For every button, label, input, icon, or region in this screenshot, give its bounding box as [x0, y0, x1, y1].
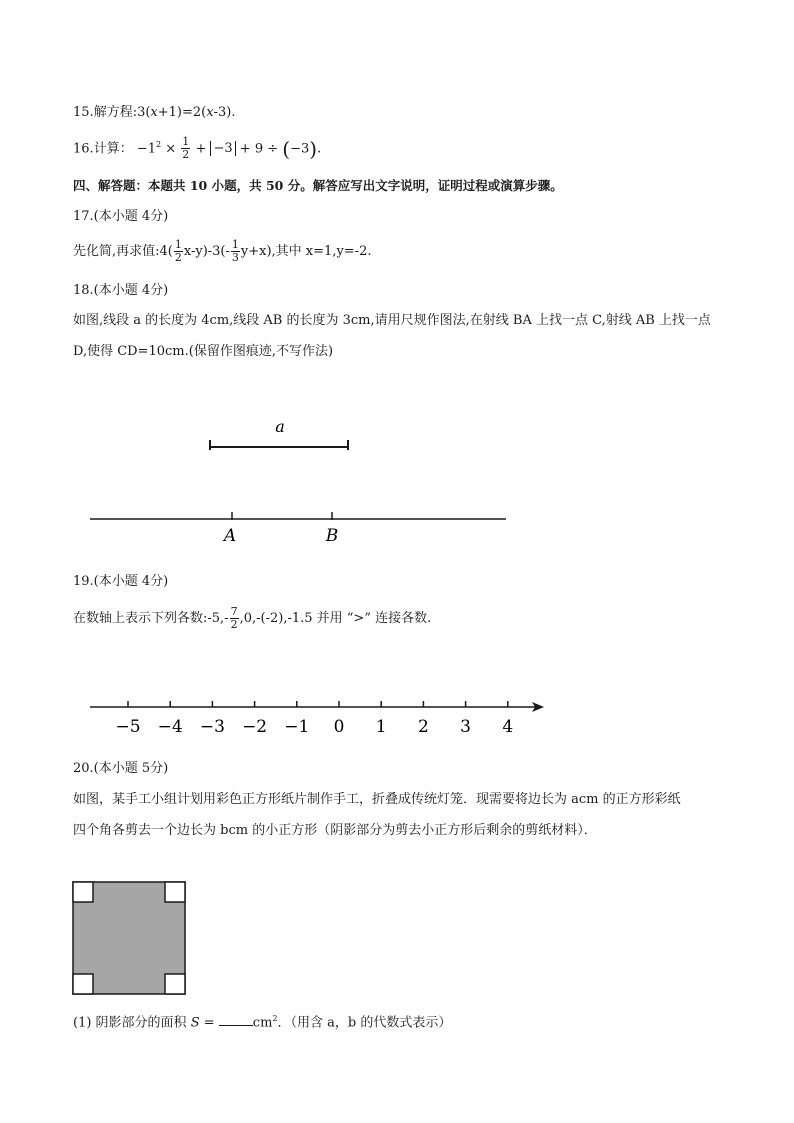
- point-b-label: B: [325, 526, 339, 546]
- number-line-tick-label: −2: [242, 717, 268, 737]
- q19-header: 19.(本小题 4分): [73, 574, 169, 589]
- q19-body: 在数轴上表示下列各数:-5,- $\frac{7}{2}$ ,0,-(-2),-1.5 并用 “>” 连接各数.: [73, 605, 432, 631]
- number-line-tick-label: −3: [199, 717, 225, 737]
- q17-body: 先化简,再求值:4( $\frac{1}{2}$ x-y)-3(- $\frac{1}{3}$ y+x),其中 x=1,y=-2.: [73, 238, 372, 264]
- number-line-tick-label: 4: [502, 717, 514, 737]
- answer-blank[interactable]: [219, 1013, 253, 1026]
- q20-line-2: 四个角各剪去一个边长为 bcm 的小正方形（阴影部分为剪去小正方形后剩余的剪纸材料）．: [73, 823, 597, 838]
- number-line-tick-label: 0: [333, 717, 345, 737]
- corner-cut-bottom-left: [73, 974, 93, 994]
- point-a-label: A: [223, 526, 237, 546]
- q17-fraction-1: $\frac{1}{2}$: [174, 238, 182, 264]
- q18-header: 18.(本小题 4分): [73, 283, 169, 298]
- corner-cut-top-left: [73, 882, 93, 902]
- q16-fraction: $\frac{1}{2}$: [182, 135, 190, 162]
- q20-sub1: (1) 阴影部分的面积 $S = cm^2$．（用含 a，b 的代数式表示）: [73, 1014, 452, 1031]
- q19-fraction: $\frac{7}{2}$: [230, 605, 238, 631]
- number-line-tick-label: −1: [284, 717, 310, 737]
- q18-line-1: 如图,线段 a 的长度为 4cm,线段 AB 的长度为 3cm,请用尺规作图法,在射线 BA 上找一点 C,射线 AB 上找一点: [73, 313, 711, 328]
- q18-line-2: D,使得 CD=10cm.(保留作图痕迹,不写作法): [73, 344, 334, 359]
- q20-square-figure: [72, 881, 188, 997]
- number-line-tick-label: −5: [115, 717, 141, 737]
- section-4-heading: 四、解答题：本题共 10 小题，共 50 分。解答应写出文字说明，证明过程或演算步骤。: [73, 178, 563, 193]
- segment-a-label: a: [275, 417, 285, 436]
- number-line-tick-label: 3: [460, 717, 472, 737]
- corner-cut-top-right: [165, 882, 185, 902]
- q16-absolute-value: −3: [210, 141, 235, 156]
- number-line-tick-label: 1: [375, 717, 387, 737]
- number-line-tick-label: 2: [417, 717, 429, 737]
- q18-figure: [80, 410, 520, 550]
- q20-line-1: 如图，某手工小组计划用彩色正方形纸片制作手工，折叠成传统灯笼．现需要将边长为 acm 的正方形彩纸: [73, 792, 681, 807]
- q17-fraction-2: $\frac{1}{3}$: [231, 238, 239, 264]
- corner-cut-bottom-right: [165, 974, 185, 994]
- q15-line: 15.解方程:3(x+1)=2(x-3).: [73, 105, 236, 120]
- q16-line: 16.计算： $-1^2$ × $\frac{1}{2}$ + −3 + 9 ÷ (−3).: [73, 135, 322, 162]
- q17-header: 17.(本小题 4分): [73, 209, 169, 224]
- q20-header: 20.(本小题 5分): [73, 761, 169, 776]
- number-line-tick-label: −4: [157, 717, 183, 737]
- q19-number-line: [80, 690, 550, 740]
